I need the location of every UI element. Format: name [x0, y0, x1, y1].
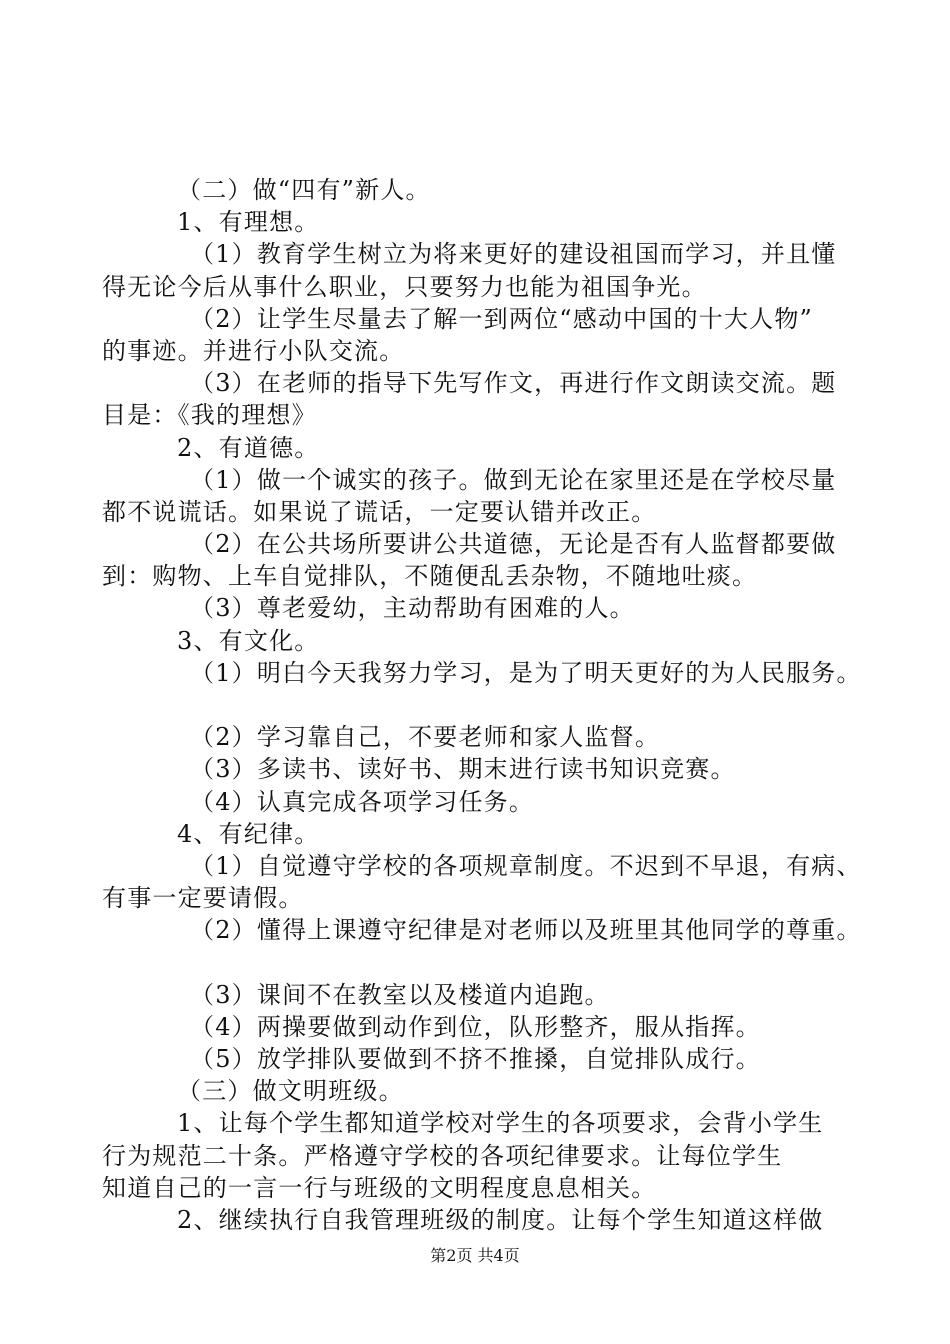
text-line: 目是：《我的理想》	[102, 401, 317, 430]
text-line: 知道自己的一言一行与班级的文明程度息息相关。	[102, 1173, 657, 1202]
text-line: （3）课间不在教室以及楼道内追跑。	[190, 980, 610, 1009]
document-body	[0, 174, 950, 1236]
text-line: （1）明白今天我努力学习，是为了明天更好的为人民服务。	[190, 658, 862, 687]
text-line: 4、有纪律。	[177, 819, 320, 848]
page-footer: 第2页 共4页	[430, 1246, 520, 1265]
text-line: 3、有文化。	[177, 626, 320, 655]
text-line: （2）让学生尽量去了解一到两位“感动中国的十大人物”	[190, 304, 814, 333]
text-line: 2、继续执行自我管理班级的制度。让每个学生知道这样做	[177, 1206, 824, 1234]
blank-line	[0, 947, 950, 979]
text-line: （5）放学排队要做到不挤不推搡，自觉排队成行。	[190, 1045, 761, 1074]
blank-line	[0, 689, 950, 721]
text-line: （3）在老师的指导下先写作文，再进行作文朗读交流。题	[190, 369, 837, 398]
text-line: （4）认真完成各项学习任务。	[190, 787, 535, 816]
text-line: 2、有道德。	[177, 433, 320, 462]
text-line: 得无论今后从事什么职业，只要努力也能为祖国争光。	[102, 272, 707, 301]
text-line: 行为规范二十条。严格遵守学校的各项纪律要求。让每位学生	[102, 1141, 783, 1170]
text-line: 有事一定要请假。	[102, 884, 304, 913]
text-line: 都不说谎话。如果说了谎话，一定要认错并改正。	[102, 497, 657, 526]
text-line: （三）做文明班级。	[177, 1077, 404, 1106]
text-line: 1、让每个学生都知道学校对学生的各项要求，会背小学生	[177, 1109, 824, 1138]
text-line: （3）尊老爱幼，主动帮助有困难的人。	[190, 594, 635, 623]
text-line: （2）学习靠自己，不要老师和家人监督。	[190, 723, 661, 752]
text-line: （1）自觉遵守学校的各项规章制度。不迟到不早退，有病、	[190, 851, 862, 880]
text-line: 1、有理想。	[177, 208, 320, 237]
text-line: 到：购物、上车自觉排队，不随便乱丢杂物，不随地吐痰。	[102, 562, 758, 591]
text-line: （1）做一个诚实的孩子。做到无论在家里还是在学校尽量	[190, 465, 837, 494]
text-line: （2）懂得上课遵守纪律是对老师以及班里其他同学的尊重。	[190, 916, 862, 945]
text-line: （2）在公共场所要讲公共道德，无论是否有人监督都要做	[190, 530, 837, 559]
text-line: （4）两操要做到动作到位，队形整齐，服从指挥。	[190, 1012, 761, 1041]
text-line: （二）做“四有”新人。	[177, 176, 431, 204]
text-line: （3）多读书、读好书、期末进行读书知识竞赛。	[190, 755, 736, 784]
text-line: （1）教育学生树立为将来更好的建设祖国而学习，并且懂	[190, 240, 837, 269]
text-line: 的事迹。并进行小队交流。	[102, 336, 405, 365]
